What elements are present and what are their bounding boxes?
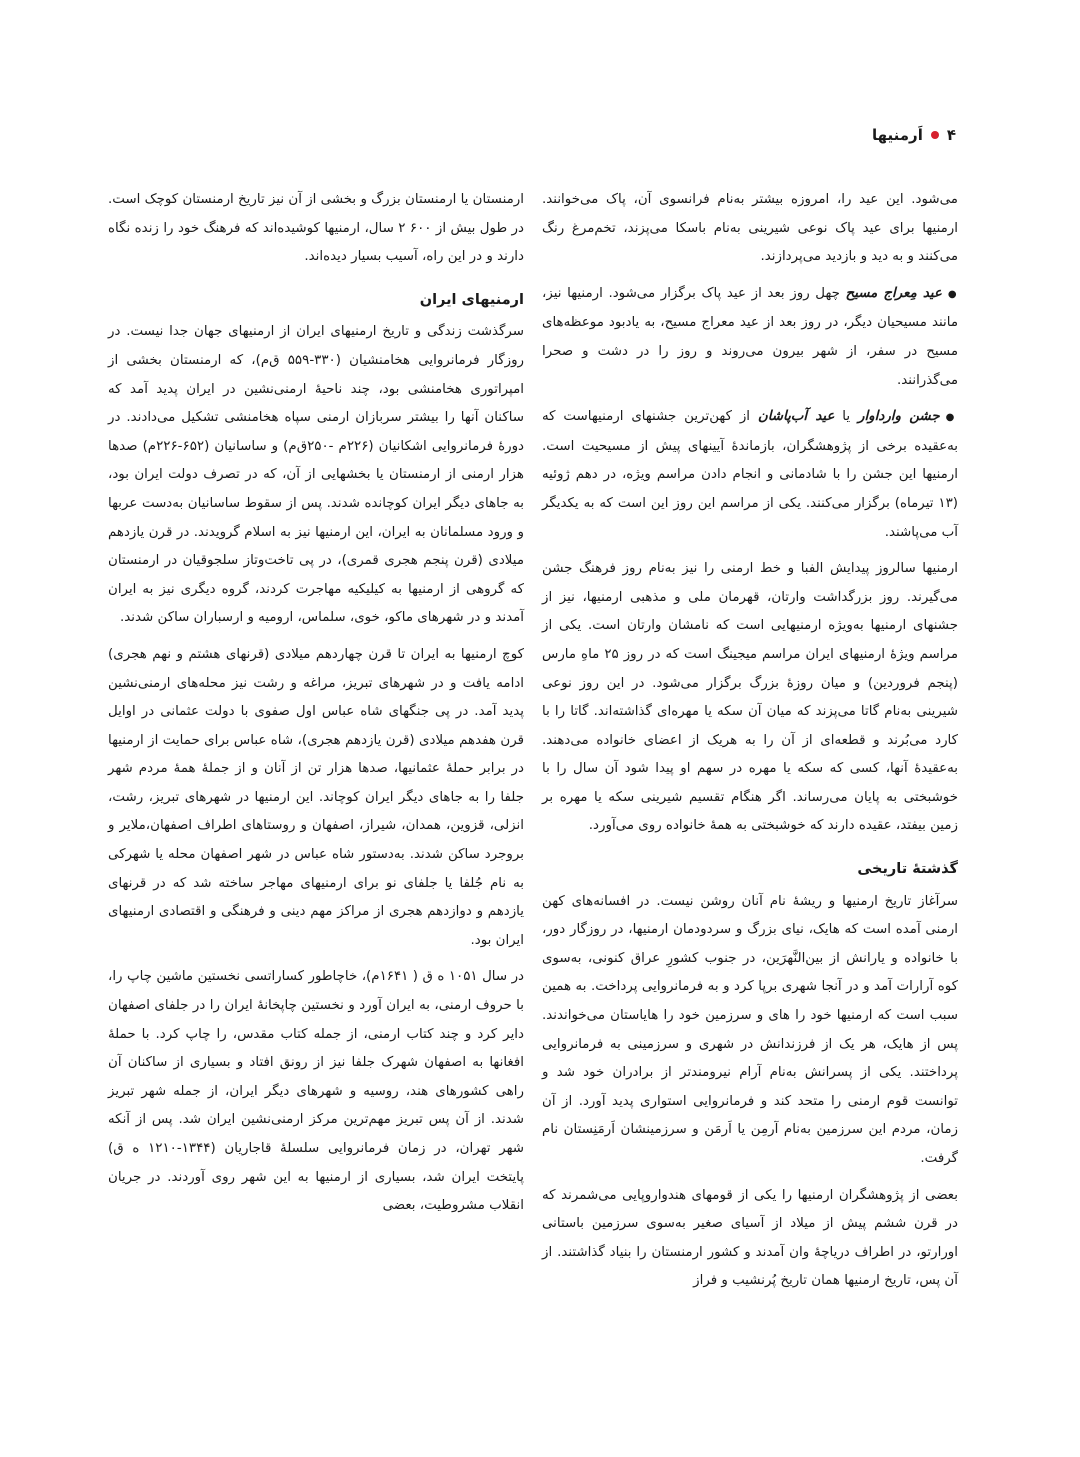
- red-dot-icon: [931, 131, 939, 139]
- running-header: [872, 126, 956, 144]
- paragraph: می‌شود. این عید را، امروزه بیشتر به‌نام فرانسوی آن، پاک می‌خوانند. ارمنیها برای عید پاک نوعی شیرینی به‌نام باسکا می‌پزند، تخم‌مرغ رنگ می‌کنند و به دید و بازدید می‌پردازند.: [542, 192, 958, 265]
- bullet-title: جشن وارداوار: [857, 409, 940, 425]
- chapter-title: اَرمنیها: [871, 126, 923, 144]
- bullet-item: [542, 403, 958, 547]
- bullet-item: [542, 280, 958, 395]
- bullet-text: از کهن‌ترین جشنهای ارمنیهاست که به‌عقیده برخی از پژوهشگران، بازماندهٔ آیینهای پیش از مسیحیت است. ارمنیها این جشن را با شادمانی و انجام دادن مراسم ویژه، در دهم ژوئیه (۱۳ تیرماه) برگزار می‌کنند. یکی از مراسم این روز این است که به یکدیگر آب می‌پاشند.: [542, 409, 958, 540]
- paragraph: کوچ ارمنیها به ایران تا قرن چهاردهم میلادی (قرنهای هشتم و نهم هجری) ادامه یافت و در شهرهای تبریز، مراغه و رشت نیز محله‌های ارمنی‌نشین پدید آمد. در پی جنگهای شاه عباس اول صفوی با دولت عثمانی در اوایل قرن هفدهم میلادی (قرن یازدهم هجری)، شاه عباس برای حمایت از ارمنیها در برابر حملهٔ عثمانیها، صدها هزار تن از آنان و از جملهٔ همهٔ مردم شهر جلفا را به جاهای دیگر ایران کوچاند. این ارمنیها در شهرهای تبریز، رشت، انزلی، قزوین، همدان، شیراز، اصفهان و روستاهای اطراف اصفهان،ملایر و بروجرد ساکن شدند. به‌دستور شاه عباس در شهر اصفهان محله یا شهرکی به نام جُلفا یا جلفای نو برای ارمنیهای مهاجر ساخته شد که در قرنهای یازدهم و دوازدهم هجری از مراکز مهم دینی و فرهنگی و اقتصادی ارمنیهای ایران بود.: [108, 646, 524, 948]
- paragraph: ارمنیها سالروز پیدایش الفبا و خط ارمنی را نیز به‌نام روز فرهنگ جشن می‌گیرند. روز بزرگداشت وارتان، قهرمان ملی و مذهبی ارمنیها، نیز از جشنهای ارمنیها به‌ویژه ارمنیهایی است که نامشان وارتان است. یکی از مراسم ویژهٔ ارمنیهای ایران مراسم میجینگ است که در روز ۲۵ ماهِ مارس (پنجم فروردین) و میان روزهٔ بزرگ برگزار می‌شود. در این روز نوعی شیرینی به‌نام گاتا می‌پزند که میان آن سکه یا مهره‌ای گذاشته‌اند. گاتا را با کارد می‌بُرند و قطعه‌ای از آن را به هریک از اعضای خانواده می‌دهند. به‌عقیدهٔ آنها، کسی که سکه یا مهره در سهم او پیدا شود آن سال را با خوشبختی به پایان می‌رساند. اگر هنگام تقسیم شیرینی سکه یا مهره بر زمین بیفتد، عقیده دارند که خوشبختی به همهٔ خانواده روی می‌آورد.: [542, 561, 958, 834]
- bullet-text: یا: [834, 409, 858, 425]
- paragraph: سرآغاز تاریخ ارمنیها و ریشهٔ نام آنان روشن نیست. در افسانه‌های کهن ارمنی آمده است که هایک، نیای بزرگ و سردودمان ارمنیها، در روزگار دور، با خانواده و یارانش از بین‌النَّهرَین، در جنوب کشورِ عراق کنونی، به‌سوی کوه آرارات آمد و در آنجا شهری برپا کرد و به فرمانروایی پرداخت. به همین سبب است که ارمنیها خود را های و سرزمین خود را هایاستان می‌خواندند. پس از هایک، هر یک از فرزندانش در شهری و سرزمینی به فرمانروایی پرداختند. یکی از پسرانش به‌نام آرام نیرومندتر از برادران خود شد و توانست قوم ارمنی را متحد کند و فرمانروایی استواری پدید آورد. از آن زمان، مردم این سرزمین به‌نام آرمِن یا اَرمَن و سرزمینشان اَرمَنِستان نام گرفت.: [542, 893, 958, 1166]
- section-heading: ارمنیهای ایران: [419, 291, 524, 308]
- bullet-title-alt: عید آب‌پاشان: [757, 409, 835, 425]
- paragraph: ارمنستان یا ارمنستان بزرگ و بخشی از آن نیز تاریخ ارمنستان کوچک است. در طول بیش از ۶۰۰ ۲ سال، ارمنیها کوشیده‌اند که فرهنگ خود را زنده نگاه دارند و در این راه، آسیب بسیار دیده‌اند.: [108, 192, 524, 265]
- paragraph: در سال ۱۰۵۱ ه ق ( ۱۶۴۱م)، خاچاطور کساراتسی نخستین ماشین چاپ را، با حروف ارمنی، به ایران آورد و نخستین چاپخانهٔ ایران را در جلفای اصفهان دایر کرد و چند کتاب ارمنی، از جمله کتاب مقدس، را چاپ کرد. با حملهٔ افغانها به اصفهان شهرک جلفا نیز از رونق افتاد و بسیاری از ساکنان آن راهی کشورهای هند، روسیه و شهرهای دیگر ایران، از جمله شهر تبریز شدند. از آن پس تبریز مهم‌ترین مرکز ارمنی‌نشین ایران شد. پس از آنکه شهر تهران، در زمان فرمانروایی سلسلهٔ قاجاریان (۱۳۴۴-۱۲۱۰ ه ق) پایتخت ایران شد، بسیاری از ارمنیها به این شهر روی آوردند. در جریان انقلاب مشروطیت، بعضی: [108, 969, 524, 1214]
- bullet-text: چهل روز بعد از عید پاک برگزار می‌شود. ارمنیها نیز، مانند مسیحیان دیگر، در روز بعد از عید معراج مسیح، به یادبود موعظه‌های مسیح در سفر، از شهر بیرون می‌روند و روز را در دشت و صحرا می‌گذرانند.: [542, 285, 958, 388]
- page-number: ۴: [946, 126, 956, 144]
- left-column: [108, 186, 524, 1229]
- right-column: [542, 186, 958, 1304]
- section-heading: گذشتهٔ تاریخی: [857, 861, 958, 878]
- paragraph: سرگذشت زندگی و تاریخ ارمنیهای ایران از ارمنیهای جهان جدا نیست. در روزگار فرمانروایی هخامنشیان (۳۳۰-۵۵۹ ق‌م)، که ارمنستان بخشی از امپراتوری هخامنشی بود، چند ناحیهٔ ارمنی‌نشین در ایران پدید آمد که ساکنان آنها را بیشتر سربازان ارمنی سپاه هخامنشی تشکیل می‌دادند. در دورهٔ فرمانروایی اشکانیان (۲۲۶م -۲۵۰ق‌م) و ساسانیان (۶۵۲-۲۲۶م) صدها هزار ارمنی از ارمنستان یا بخشهایی از آن، که در تصرف دولت ایران بود، به جاهای دیگر ایران کوچانده شدند. پس از سقوط ساسانیان به‌دست عربها و ورود مسلمانان به ایران، این ارمنیها نیز به اسلام گرویدند. در قرن یازدهم میلادی (قرن پنجم هجری قمری)، در پی تاخت‌وتاز سلجوقیان در ارمنستان که گروهی از ارمنیها به کیلیکیه مهاجرت کردند، گروه دیگری نیز به ایران آمدند و در شهرهای ماکو، خوی، سلماس، ارومیه و ارسباران ساکن شدند.: [108, 324, 524, 626]
- bullet-title: عید مِعراج مسیح: [845, 285, 942, 301]
- paragraph: بعضی از پژوهشگران ارمنیها را یکی از قومهای هندواروپایی می‌شمرند که در قرن ششم پیش از میلاد از آسیای صغیر به‌سوی سرزمین باستانی اورارتو، در اطراف دریاچهٔ وان آمدند و کشور ارمنستان را بنیاد گذاشتند. از آن پس، تاریخ ارمنیها همان تاریخ پُرنشیب و فراز: [542, 1187, 958, 1289]
